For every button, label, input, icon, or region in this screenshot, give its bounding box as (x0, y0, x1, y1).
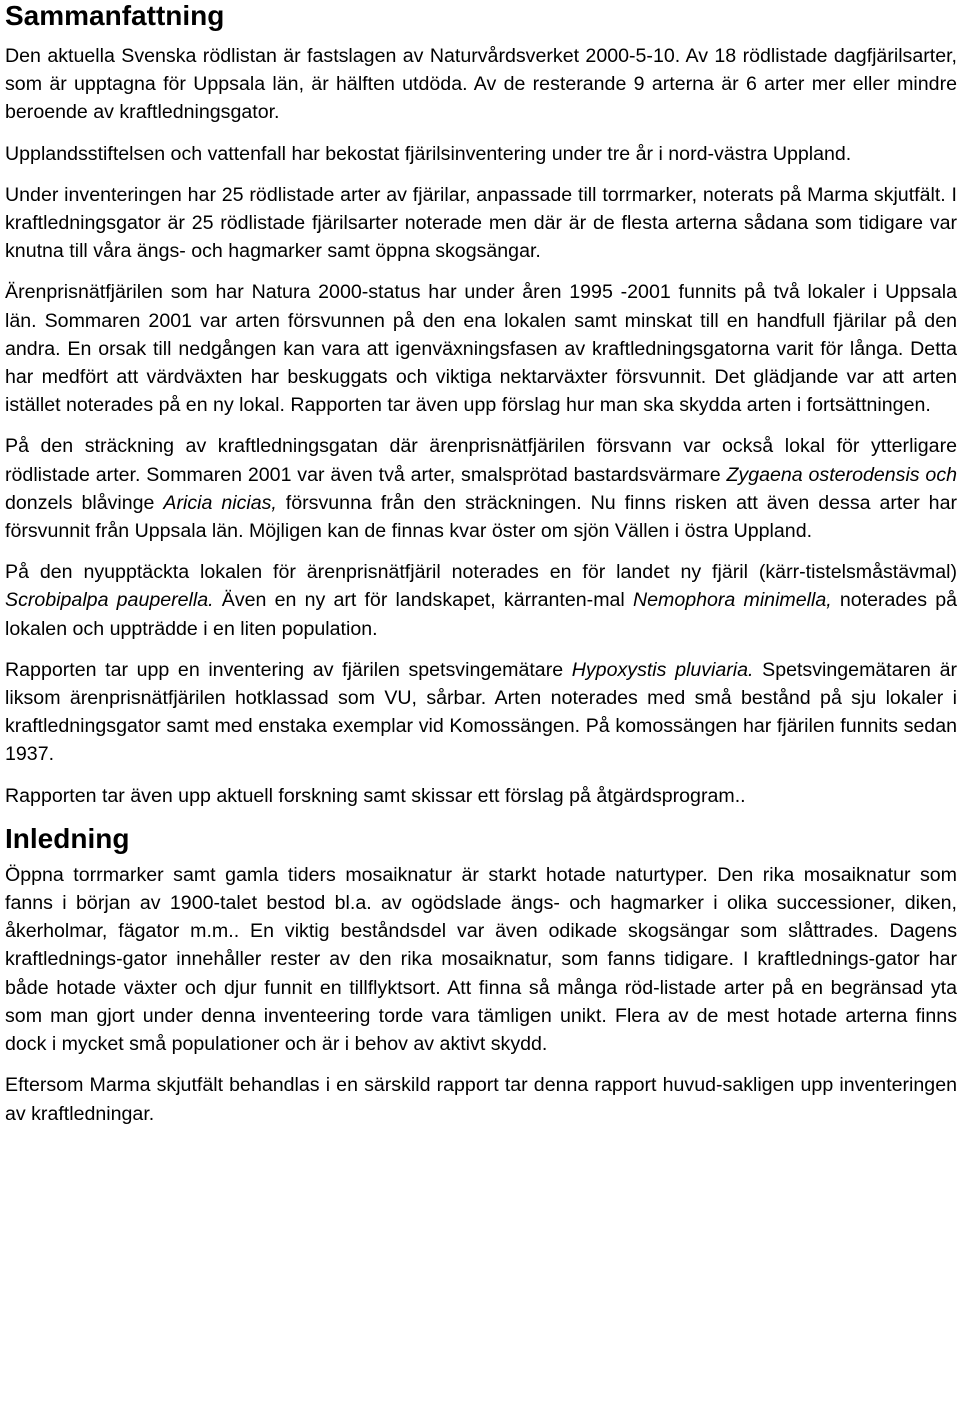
text-run: På den nyupptäckta lokalen för ärenprisnätfjäril noterades en för landet ny fjäril (kärr-tistelsmåstävmal) (5, 561, 957, 584)
text-run: Upplandsstiftelsen och vattenfall har bekostat fjärilsinventering under tre år i nord-västra Uppland. (5, 142, 852, 165)
summary-paragraph (5, 558, 957, 643)
text-run: På den sträckning av kraftledningsgatan där ärenprisnätfjärilen försvann var också lokal för ytterligare rödlistade arter. Sommaren 2001 var även två arter, smalsprötad bastardsvärmare (5, 435, 957, 486)
summary-paragraph (5, 278, 957, 419)
document-page (5, 0, 957, 1141)
summary-paragraph (5, 181, 957, 266)
summary-paragraph (5, 656, 957, 769)
text-run: Eftersom Marma skjutfält behandlas i en särskild rapport tar denna rapport huvud-sakligen upp inventeringen av kraftledningar. (5, 1074, 957, 1125)
section-heading-intro: Inledning (5, 822, 130, 854)
italic-species-name: Zygaena osterodensis och (726, 463, 958, 486)
italic-species-name: Nemophora minimella, (632, 589, 832, 612)
intro-paragraph (5, 1071, 957, 1127)
text-run: Även en ny art för landskapet, kärranten-mal (213, 589, 633, 612)
text-run: försvunna från den sträckningen. Nu finns risken att även dessa arter har försvunnit från Uppsala län. Möjligen kan de finnas kvar öster om sjön Vällen i östra Uppland. (5, 491, 957, 543)
text-run: Spetsvingemätaren är liksom ärenprisnätfjärilen hotklassad som VU, sårbar. Arten noterades med små bestånd på sju lokaler i kraftledningsgator samt med enstaka exemplar vid Komossängen. På komossängen har fjärilen funnits sedan 1937. (5, 658, 957, 766)
summary-paragraph (5, 432, 957, 545)
text-run: noterades på lokalen och uppträdde i en liten population. (5, 589, 957, 640)
summary-body (5, 42, 957, 810)
text-run: Den aktuella Svenska rödlistan är fastslagen av Naturvårdsverket 2000-5-10. Av 18 rödlistade dagfjärilsarter, som är upptagna för Uppsala län, är hälften utdöda. Av de resterande 9 arterna är 6 arter mer eller mindre beroende av kraftledningsgator. (5, 45, 957, 124)
summary-paragraph (5, 42, 957, 127)
italic-species-name: Aricia nicias, (163, 491, 277, 514)
summary-paragraph (5, 140, 957, 168)
text-run: Rapporten tar även upp aktuell forskning samt skissar ett förslag på åtgärdsprogram.. (5, 784, 746, 807)
text-run: Rapporten tar upp en inventering av fjärilen spetsvingemätare (5, 658, 572, 681)
italic-species-name: Hypoxystis pluviaria. (571, 658, 754, 681)
italic-species-name: Scrobipalpa pauperella. (5, 589, 214, 612)
text-run: Under inventeringen har 25 rödlistade arter av fjärilar, anpassade till torrmarker, noterats på Marma skjutfält. I kraftledningsgator är 25 rödlistade fjärilsarter noterade men där är de flesta arterna sådana som tidigare var knutna till våra ängs- och hagmarker samt öppna skogsängar. (5, 183, 957, 263)
text-run: Öppna torrmarker samt gamla tiders mosaiknatur är starkt hotade naturtyper. Den rika mosaiknatur som fanns i början av 1900-talet bestod bl.a. av ogödslade ängs- och hagmarker i olika successioner, diken, åkerholmar, fägator m.m.. En viktig beståndsdel var även odikade skogsängar som slåttrades. Dagens kraftlednings-gator innehåller rester av den rika mosaiknatur, som fanns tidigare. I kraftlednings-gator har både hotade växter och djur funnit en tillflyktsort. Att finna så många röd-listade arter på en begränsad yta som man gjort under denna inventeering torde vara tämligen unikt. Flera av de mest hotade arterna finns dock i mycket små populationer och är i behov av aktivt skydd. (5, 863, 957, 1056)
summary-paragraph (5, 782, 957, 810)
intro-paragraph (5, 861, 957, 1058)
section-heading-summary: Sammanfattning (5, 0, 225, 31)
text-run: donzels blåvinge (5, 491, 164, 514)
text-run: Ärenprisnätfjärilen som har Natura 2000-status har under åren 1995 -2001 funnits på två lokaler i Uppsala län. Sommaren 2001 var arten försvunnen på den ena lokalen samt minskat till en handfull fjärilar på den andra. En orsak till nedgången kan vara att igenväxningsfasen av kraftledningsgatorna varit för långa. Detta har medfört att värdväxten har beskuggats och viktiga nektarväxter försvunnit. Det glädjande var att arten istället noterades på en ny lokal. Rapporten tar även upp förslag hur man ska skydda arten i fortsättningen. (5, 281, 957, 417)
intro-body (5, 861, 957, 1128)
